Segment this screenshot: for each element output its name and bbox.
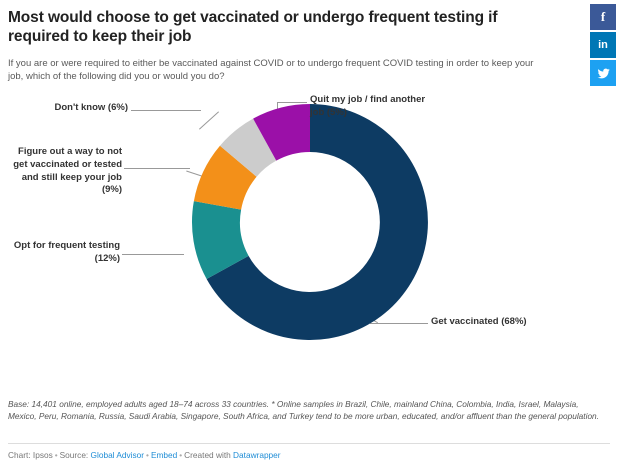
facebook-share-button[interactable]	[590, 4, 616, 30]
label-figure-out-a-way-text: Figure out a way to not get vaccinated or tested and still keep your job (9%)	[13, 146, 122, 196]
label-opt-for-frequent-testing-text: Opt for frequent testing (12%)	[13, 240, 120, 264]
created-with-label: Created with	[184, 450, 231, 460]
chart-credit-text: Chart: Ipsos	[8, 450, 53, 460]
page-title: Most would choose to get vaccinated or undergo frequent testing if required to keep their job	[8, 9, 498, 46]
label-quit-my-job-text: Quit my job / find another job (5%)	[310, 94, 426, 118]
social-share-bar	[590, 4, 616, 88]
credit-separator-2: •	[146, 450, 149, 460]
datawrapper-link[interactable]: Datawrapper	[233, 450, 281, 460]
label-dont-know-text: Don't know (6%)	[54, 102, 128, 113]
label-get-vaccinated-text: Get vaccinated (68%)	[431, 316, 527, 327]
leader-line-figureout	[124, 168, 190, 169]
leader-line-opttesting	[122, 254, 184, 255]
twitter-icon	[596, 67, 611, 80]
label-get-vaccinated	[431, 316, 571, 329]
donut-chart	[0, 88, 618, 388]
chart-footnote: Base: 14,401 online, employed adults aged 18–74 across 33 countries. * Online samples in Brazil, Chile, mainland China, Colombia, India, Israel, Malaysia, Mexico, Peru, Romania, Russia, Saudi Arabia, Singapore, South Africa, and Turkey tend to be more urban, educated, and/or affluent than the general population.	[8, 399, 599, 422]
donut-slices	[186, 98, 434, 346]
source-label: Source:	[59, 450, 89, 460]
label-dont-know	[10, 102, 128, 115]
linkedin-icon: in	[598, 39, 608, 51]
chart-subtitle: If you are or were required to either be vaccinated against COVID or to undergo frequent COVID testing in order to keep your job, which of the following did you or would you do?	[8, 58, 534, 83]
chart-credits	[8, 450, 281, 460]
label-opt-for-frequent-testing	[2, 240, 120, 266]
facebook-icon: f	[600, 9, 606, 24]
linkedin-share-button[interactable]	[590, 32, 616, 58]
label-figure-out-a-way	[4, 146, 122, 197]
source-link[interactable]: Global Advisor	[90, 450, 145, 460]
footer-divider	[8, 443, 610, 444]
donut-svg-wrap	[186, 98, 434, 346]
credit-separator-1: •	[54, 450, 58, 460]
credit-separator-3: •	[179, 450, 183, 460]
label-quit-my-job	[310, 94, 440, 120]
twitter-share-button[interactable]	[590, 60, 616, 86]
embed-link[interactable]: Embed	[150, 450, 178, 460]
